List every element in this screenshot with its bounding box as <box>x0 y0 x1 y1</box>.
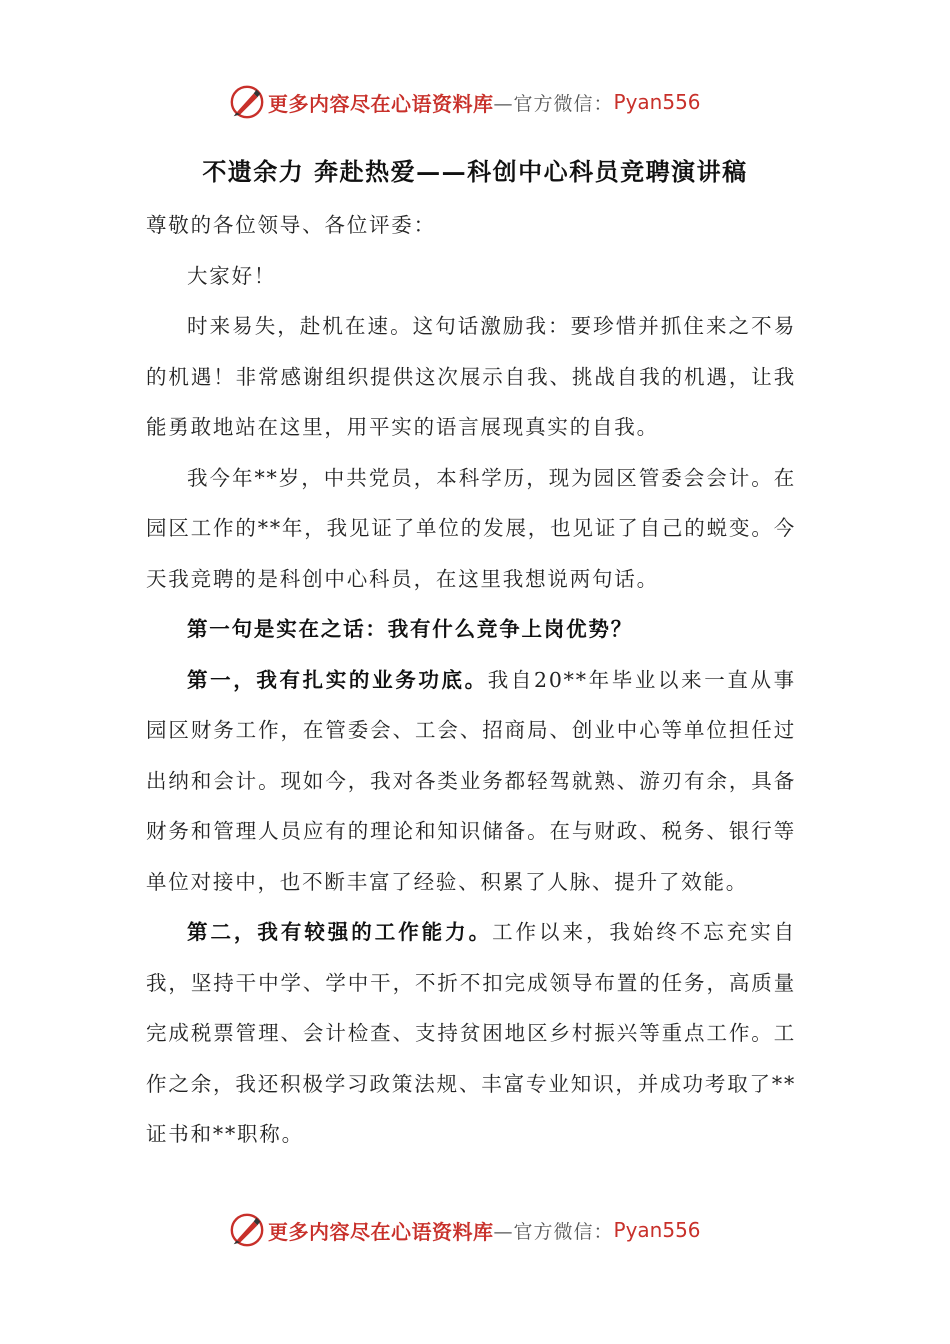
wechat-id: Pyan556 <box>613 90 701 114</box>
document-body <box>146 200 796 1160</box>
paragraph-text: 工作以来，我始终不忘充实自我，坚持干中学、学中干，不折不扣完成领导布置的任务，高质量完成税票管理、会计检查、支持贫困地区乡村振兴等重点工作。工作之余，我还积极学习政策法规、丰富专业知识，并成功考取了**证书和**职称。 <box>146 920 796 1146</box>
banner-separator: —官方微信： <box>493 1220 614 1243</box>
paragraph <box>146 301 796 453</box>
footer-banner <box>228 1210 748 1250</box>
section-heading <box>146 604 796 655</box>
paragraph-salutation <box>146 200 796 251</box>
paragraph-text: 尊敬的各位领导、各位评委： <box>146 213 436 237</box>
pen-logo-icon <box>228 1211 266 1249</box>
paragraph-greeting <box>146 251 796 302</box>
pen-logo-icon <box>228 83 266 121</box>
banner-text: 更多内容尽在心语资料库 <box>268 1219 494 1244</box>
wechat-id: Pyan556 <box>613 1218 701 1242</box>
paragraph-text: 时来易失，赴机在速。这句话激励我：要珍惜并抓住来之不易的机遇！非常感谢组织提供这次展示自我、挑战自我的机遇，让我能勇敢地站在这里，用平实的语言展现真实的自我。 <box>146 314 796 439</box>
banner-separator: —官方微信： <box>493 92 614 115</box>
paragraph <box>146 655 796 908</box>
paragraph <box>146 453 796 605</box>
heading-text: 第一句是实在之话：我有什么竞争上岗优势？ <box>187 617 633 641</box>
paragraph-text: 我自20**年毕业以来一直从事园区财务工作，在管委会、工会、招商局、创业中心等单位担任过出纳和会计。现如今，我对各类业务都轻驾就熟、游刃有余，具备财务和管理人员应有的理论和知识储备。在与财政、税务、银行等单位对接中，也不断丰富了经验、积累了人脉、提升了效能。 <box>146 667 796 894</box>
paragraph-lead: 第一，我有扎实的业务功底。 <box>187 667 488 692</box>
banner-text: 更多内容尽在心语资料库 <box>268 91 494 116</box>
page-title: 不遗余力 奔赴热爱——科创中心科员竞聘演讲稿 <box>202 157 748 186</box>
paragraph <box>146 907 796 1160</box>
header-banner <box>228 82 748 122</box>
paragraph-text: 我今年**岁，中共党员，本科学历，现为园区管委会会计。在园区工作的**年，我见证了单位的发展，也见证了自己的蜕变。今天我竞聘的是科创中心科员，在这里我想说两句话。 <box>146 465 796 591</box>
paragraph-lead: 第二，我有较强的工作能力。 <box>187 920 493 944</box>
paragraph-text: 大家好！ <box>187 263 277 288</box>
